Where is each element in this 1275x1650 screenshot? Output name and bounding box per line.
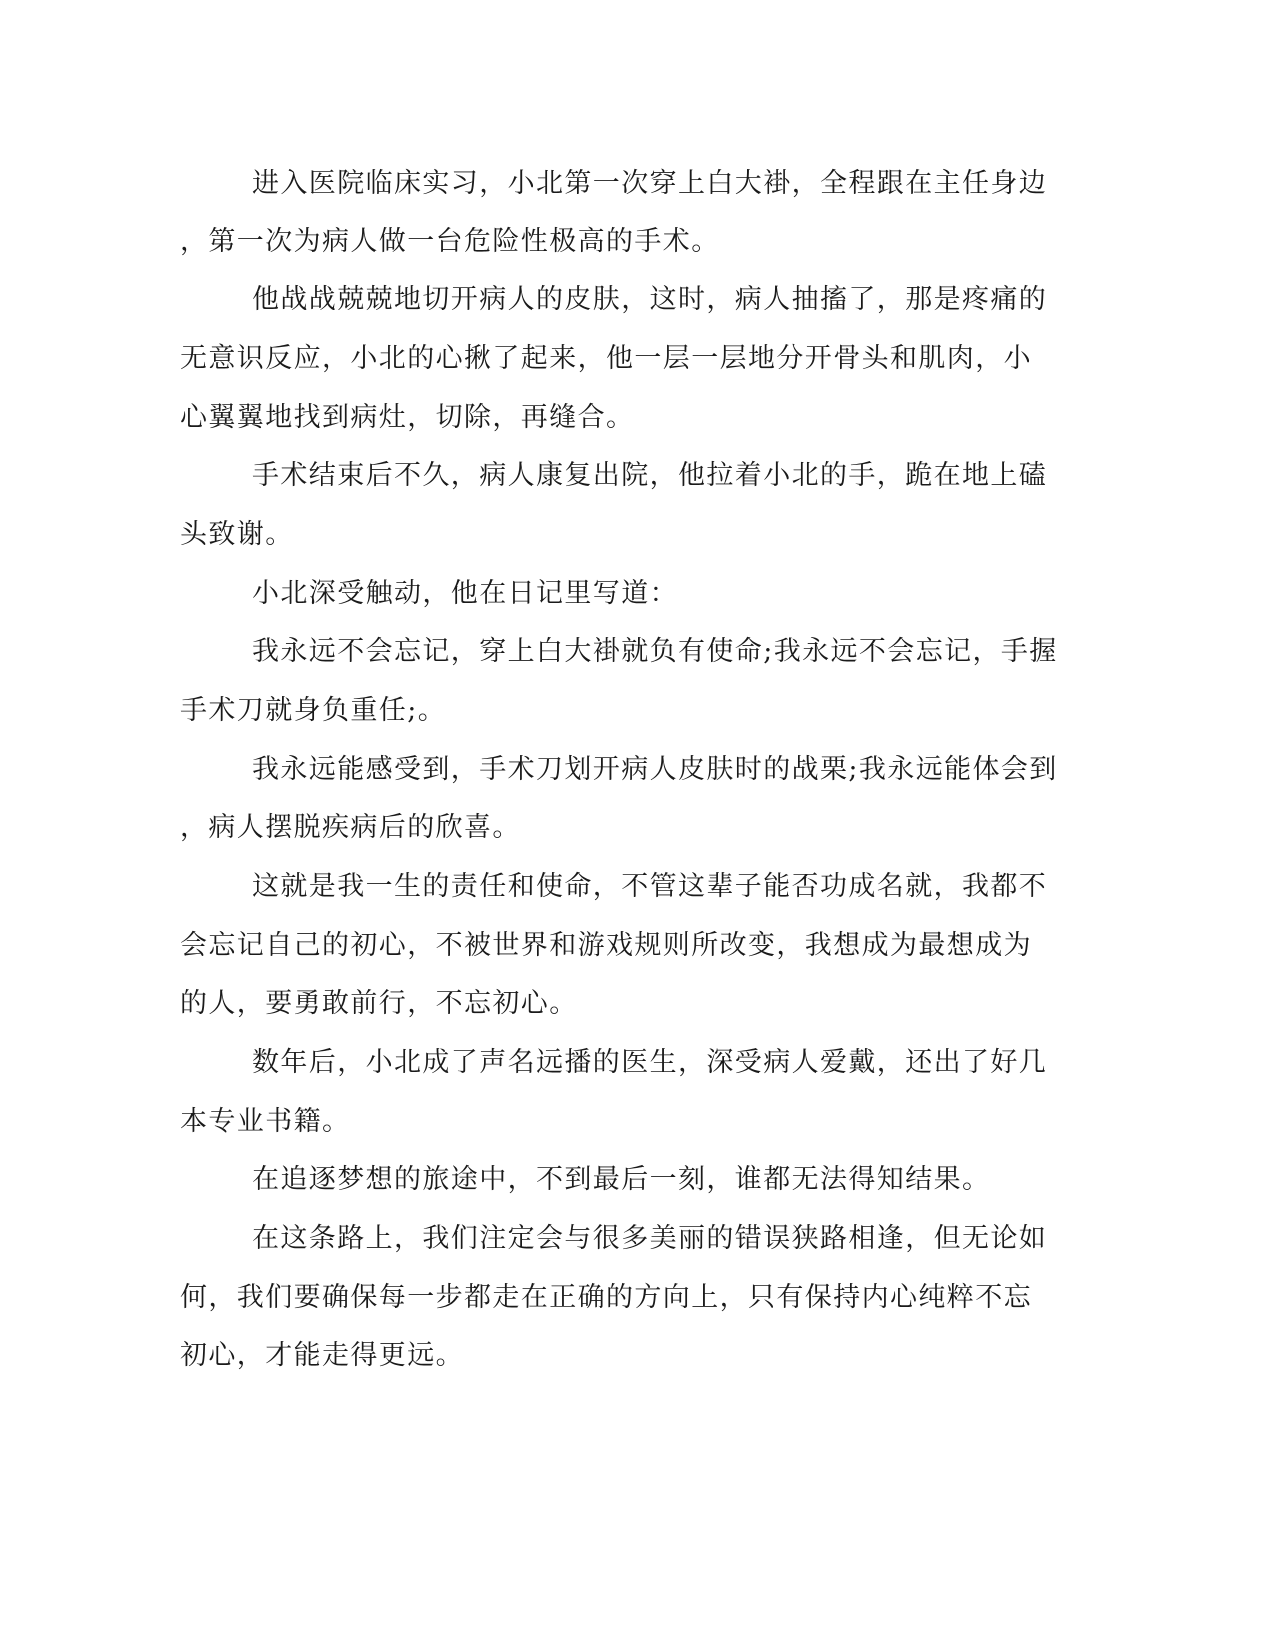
text-line: 他战战兢兢地切开病人的皮肤，这时，病人抽搐了，那是疼痛的: [252, 284, 1048, 315]
text-line: 手术刀就身负重任;。: [180, 695, 447, 726]
text-line: 的人，要勇敢前行，不忘初心。: [180, 988, 578, 1019]
text-line: 初心，才能走得更远。: [180, 1340, 464, 1371]
text-line: 小北深受触动，他在日记里写道：: [252, 578, 678, 609]
text-line: 我永远不会忘记，穿上白大褂就负有使命;我永远不会忘记，手握: [252, 636, 1058, 667]
text-line: 数年后，小北成了声名远播的医生，深受病人爱戴，还出了好几: [252, 1047, 1048, 1078]
text-line: ，第一次为病人做一台危险性极高的手术。: [180, 226, 720, 257]
text-line: 头致谢。: [180, 519, 294, 550]
text-line: 手术结束后不久，病人康复出院，他拉着小北的手，跪在地上磕: [252, 460, 1048, 491]
text-line: 进入医院临床实习，小北第一次穿上白大褂，全程跟在主任身边: [252, 168, 1048, 199]
text-line: 在追逐梦想的旅途中，不到最后一刻，谁都无法得知结果。: [252, 1164, 991, 1195]
text-line: 心翼翼地找到病灶，切除，再缝合。: [180, 402, 635, 433]
text-line: 这就是我一生的责任和使命，不管这辈子能否功成名就，我都不: [252, 871, 1048, 902]
text-line: 我永远能感受到，手术刀划开病人皮肤时的战栗;我永远能体会到: [252, 754, 1058, 785]
text-line: 何，我们要确保每一步都走在正确的方向上，只有保持内心纯粹不忘: [180, 1282, 1032, 1313]
text-line: 在这条路上，我们注定会与很多美丽的错误狭路相逢，但无论如: [252, 1223, 1048, 1254]
text-line: ，病人摆脱疾病后的欣喜。: [180, 812, 521, 843]
text-line: 本专业书籍。: [180, 1106, 351, 1137]
text-line: 无意识反应，小北的心揪了起来，他一层一层地分开骨头和肌肉，小: [180, 343, 1032, 374]
text-line: 会忘记自己的初心，不被世界和游戏规则所改变，我想成为最想成为: [180, 930, 1032, 961]
